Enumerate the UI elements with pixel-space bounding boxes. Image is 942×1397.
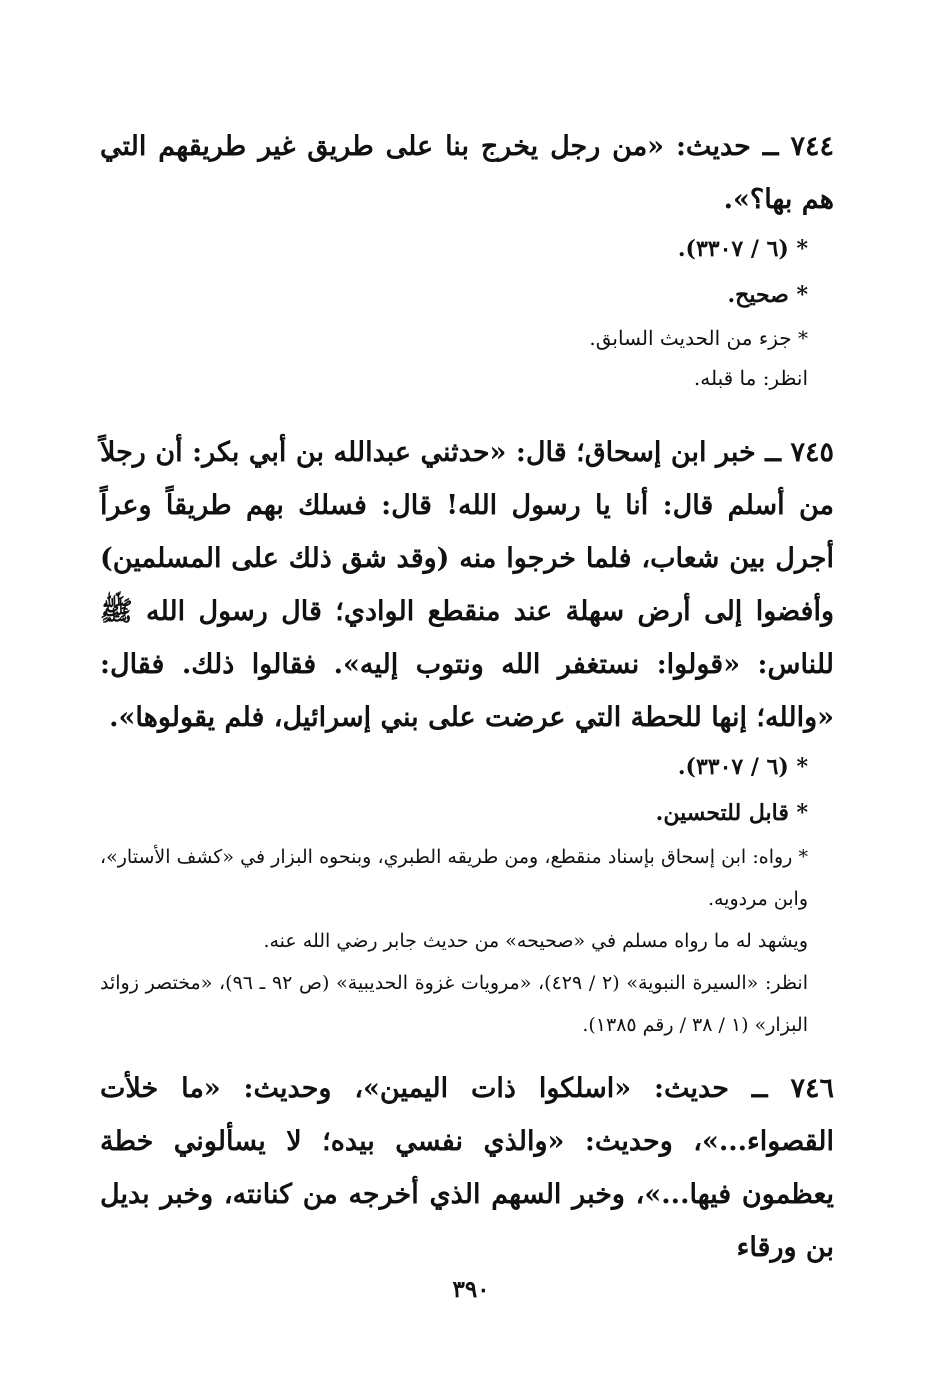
entry-745 [100, 426, 834, 1046]
spacer [100, 1046, 834, 1062]
hadith-text: ٧٤٤ ــ حديث: «من رجل يخرج بنا على طريق غير طريقهم التي هم بها؟». [100, 131, 834, 215]
narration-note: * رواه: ابن إسحاق بإسناد منقطع، ومن طريقه الطبري، وبنحوه البزار في «كشف الأستار»، وابن مردويه. [100, 846, 808, 910]
note: * جزء من الحديث السابق. [589, 326, 808, 350]
witness-note: ويشهد له ما رواه مسلم في «صحيحه» من حديث جابر رضي الله عنه. [263, 930, 808, 952]
spacer [100, 398, 834, 426]
reference: * (٦ / ٣٣٠٧). [677, 236, 808, 262]
entry-746 [100, 1062, 834, 1274]
hadith-text: ٧٤٦ ــ حديث: «اسلكوا ذات اليمين»، وحديث: «ما خلأت القصواء...»، وحديث: «والذي نفسي بيده؛ لا يسألوني خطة يعظمون فيها...»، وخبر السهم الذي أخرجه من كنانته، وخبر بديل بن ورقاء [100, 1073, 834, 1263]
grade: * قابل للتحسين. [655, 800, 808, 826]
grade: * صحيح. [727, 282, 808, 308]
see-also: انظر: ما قبله. [693, 366, 808, 390]
reference: * (٦ / ٣٣٠٧). [677, 754, 808, 780]
entry-744 [100, 120, 834, 398]
hadith-text: ٧٤٥ ــ خبر ابن إسحاق؛ قال: «حدثني عبدالله بن أبي بكر: أن رجلاً من أسلم قال: أنا يا رسول الله! قال: فسلك بهم طريقاً وعراً أجرل بين شعاب، فلما خرجوا منه (وقد شق ذلك على المسلمين) وأفضوا إلى أرض سهلة عند منقطع الوادي؛ قال رسول الله ﷺ للناس: «قولوا: نستغفر الله ونتوب إليه». فقالوا ذلك. فقال: «والله؛ إنها للحطة التي عرضت على بني إسرائيل، فلم يقولوها». [100, 437, 834, 733]
see-also: انظر: «السيرة النبوية» (٢ / ٤٢٩)، «مرويات غزوة الحديبية» (ص ٩٢ ـ ٩٦)، «مختصر زوائد البزار» (١ / ٣٨ / رقم ١٣٨٥). [100, 972, 808, 1036]
page-number: ٣٩٠ [452, 1276, 490, 1303]
page-body [100, 120, 834, 1274]
